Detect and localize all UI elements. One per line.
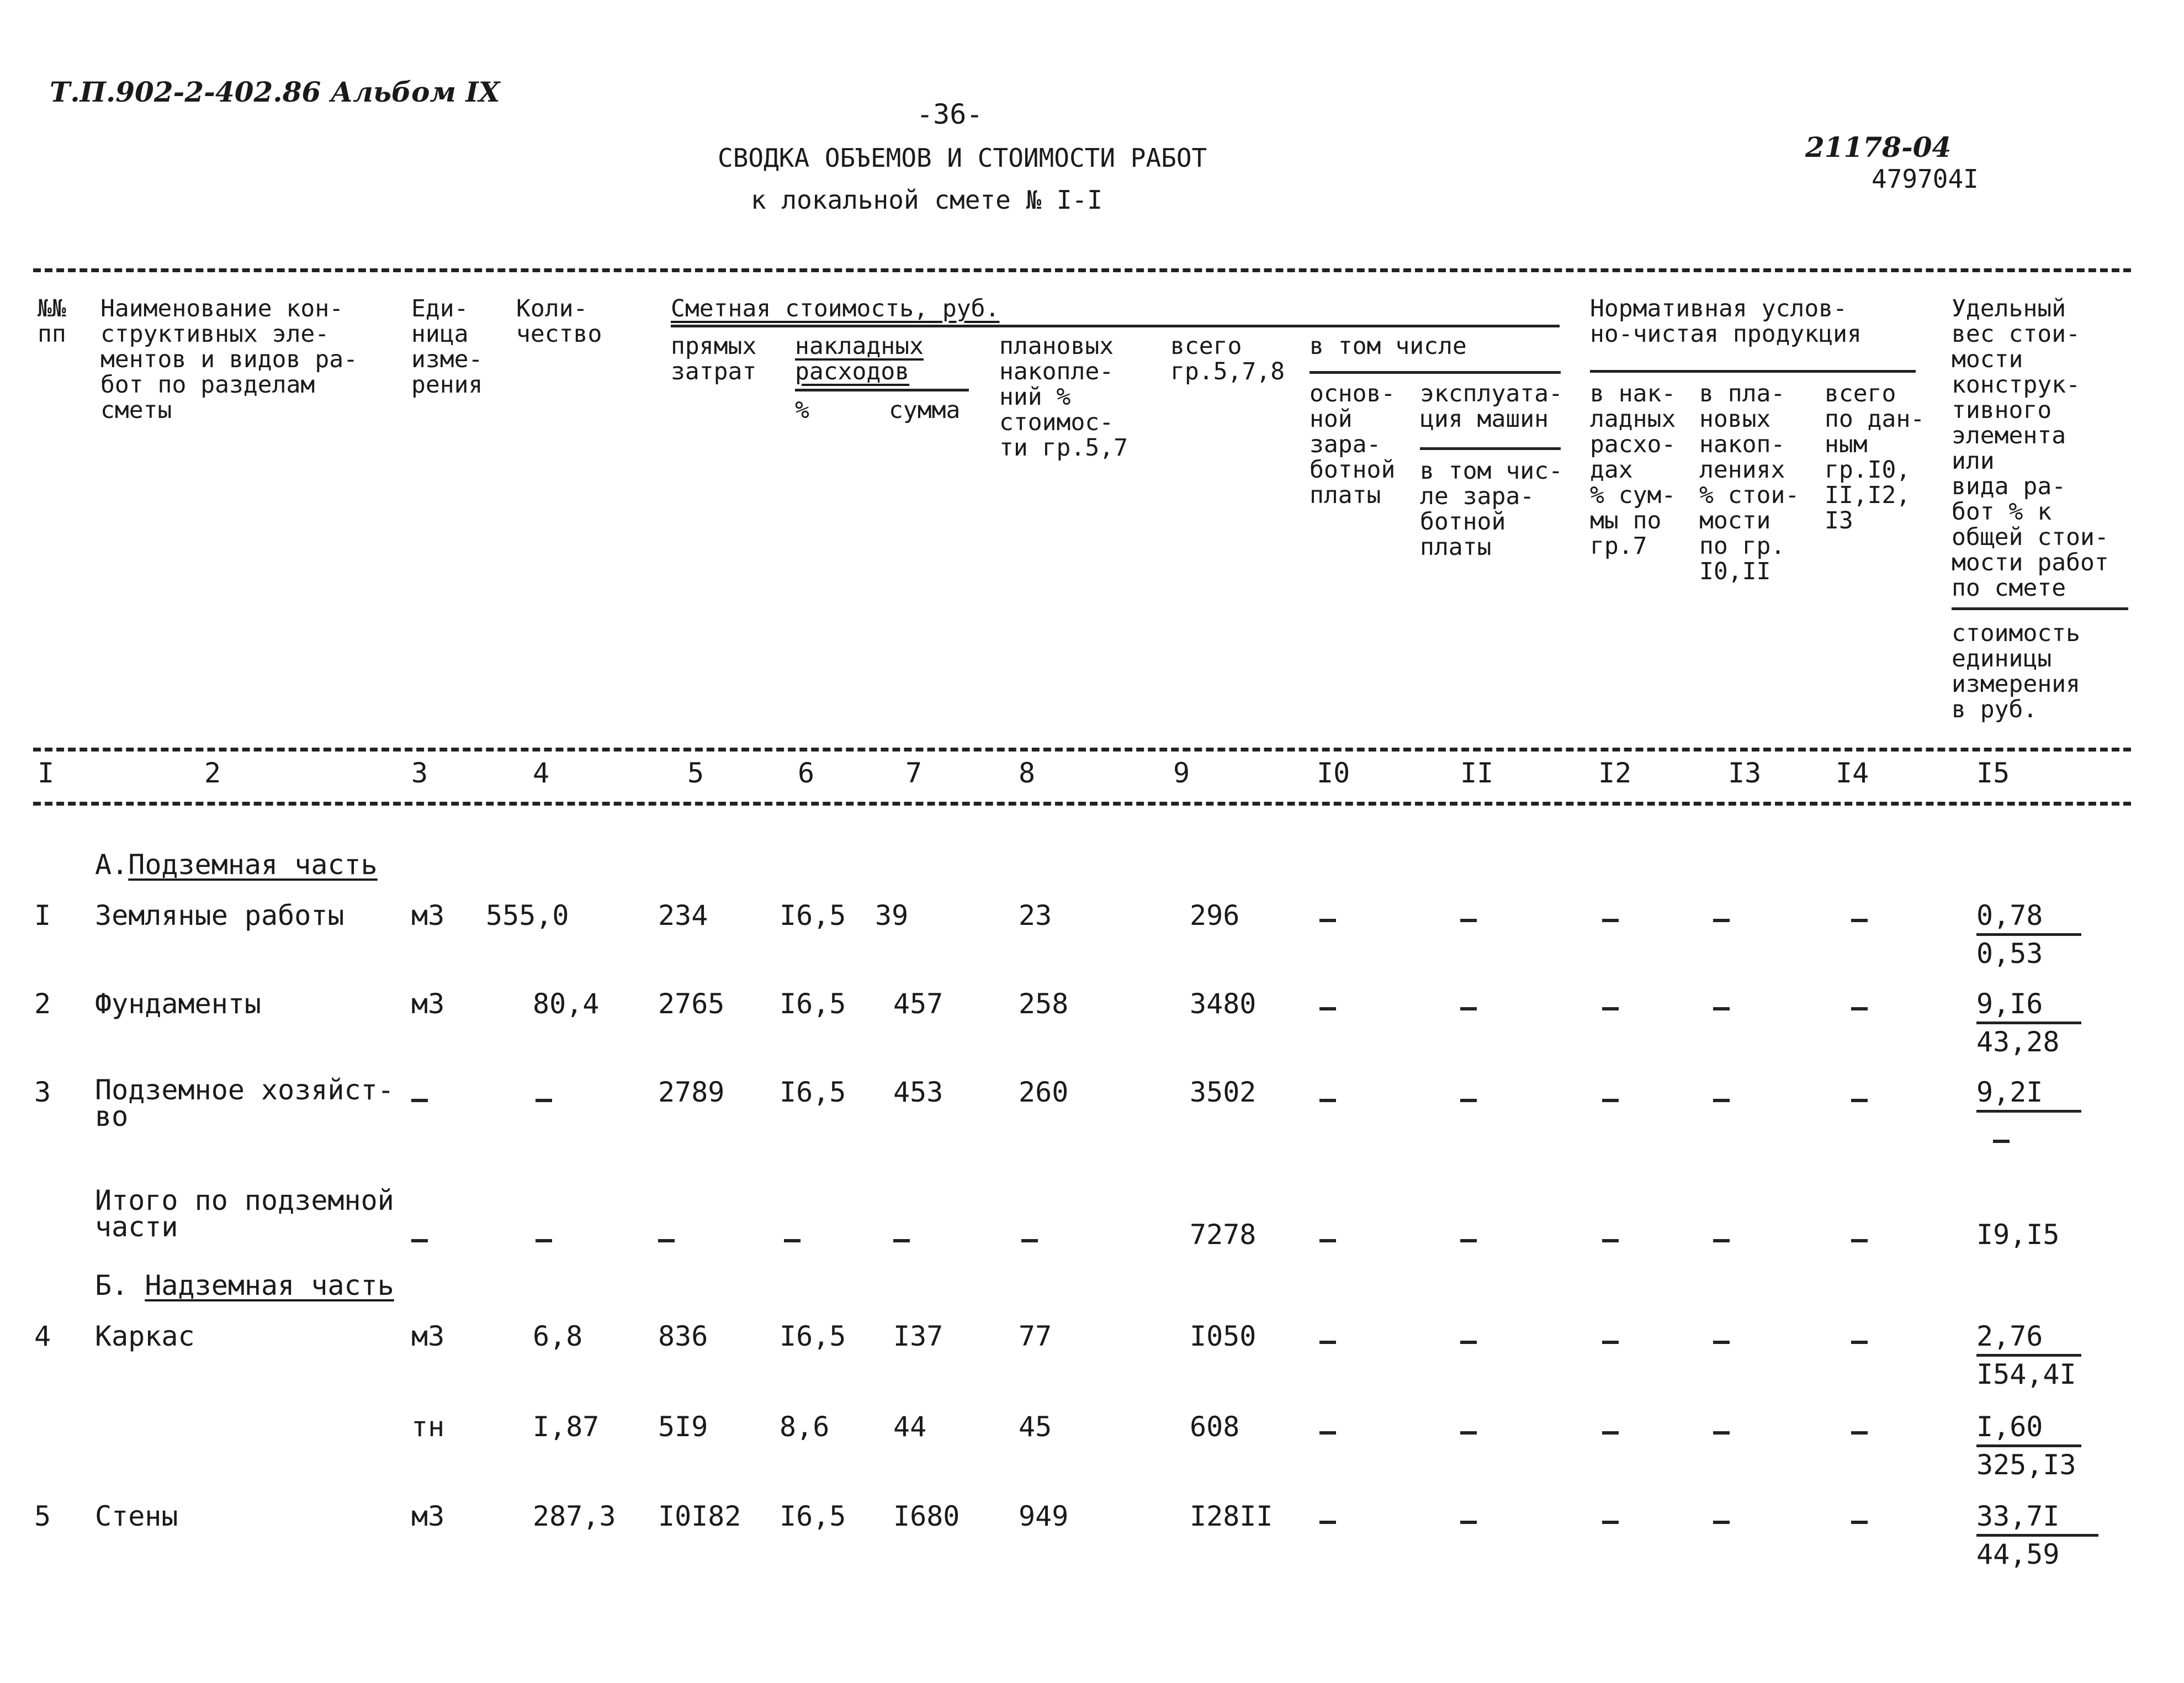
norm-rule	[1590, 370, 1916, 373]
row-2-c10-dash	[1319, 1007, 1336, 1010]
row-4b-plan: 45	[1019, 1411, 1052, 1443]
row-5-c10-dash	[1319, 1521, 1336, 1524]
row-2-pct: I6,5	[780, 988, 846, 1020]
row-1-direct: 234	[658, 899, 708, 932]
row-3-pct: I6,5	[780, 1076, 846, 1108]
row-1-sum: 39	[875, 899, 909, 932]
row-5-plan: 949	[1019, 1500, 1069, 1532]
overhead-group-header: накладных расходов	[795, 332, 924, 385]
row-1-c13-dash	[1713, 919, 1730, 922]
row-2-unit: м3	[411, 988, 445, 1020]
row-2-direct: 2765	[658, 988, 725, 1020]
row-3-direct: 2789	[658, 1076, 725, 1108]
row-3-name: Подземное хозяйст- во	[95, 1074, 394, 1132]
row-4b-sum: 44	[893, 1411, 927, 1443]
row-5-qty: 287,3	[533, 1500, 616, 1532]
numbers-bottom-rule	[33, 802, 2131, 806]
row-3-unit-cost-dash	[1993, 1140, 2010, 1143]
row-1-c10-dash	[1319, 919, 1336, 922]
row-3-total: 3502	[1190, 1076, 1257, 1108]
col-name-header: Наименование кон- структивных эле- ментов и видов ра- бот по разделам сметы	[100, 295, 358, 424]
row-2-num: 2	[34, 988, 51, 1020]
norm-group-header: Нормативная услов- но-чистая продукция	[1590, 295, 1862, 348]
share-rule	[1952, 607, 2128, 610]
row-2-c13-dash	[1713, 1007, 1730, 1010]
colnum-14: I4	[1836, 757, 1869, 789]
row-4-sum: I37	[893, 1320, 943, 1352]
colnum-8: 8	[1019, 757, 1036, 789]
row-3-c13-dash	[1713, 1099, 1730, 1102]
colnum-5: 5	[687, 757, 704, 789]
subtotal-c14-dash	[1851, 1239, 1868, 1242]
row-5-c12-dash	[1602, 1521, 1619, 1524]
col-total-header: всего гр.5,7,8	[1170, 332, 1285, 385]
row-1-name: Земляные работы	[95, 899, 344, 932]
subtotal-total: 7278	[1190, 1219, 1257, 1251]
col-plan-header: плановых накопле- ний % стоимос- ти гр.5,7	[999, 332, 1128, 462]
row-2-share: $\frac{9,I6}{43,28}$	[1976, 986, 2081, 1060]
row-5-pct: I6,5	[780, 1500, 846, 1532]
row-4b-c13-dash	[1713, 1431, 1730, 1435]
row-4-direct: 836	[658, 1320, 708, 1352]
row-4-pct: I6,5	[780, 1320, 846, 1352]
row-2-qty: 80,4	[533, 988, 600, 1020]
subtotal-label: Итого по подземной части	[95, 1184, 394, 1243]
colnum-15: I5	[1976, 757, 2010, 789]
row-3-unit-dash	[411, 1099, 428, 1102]
colnum-2: 2	[204, 757, 221, 789]
row-2-total: 3480	[1190, 988, 1257, 1020]
row-5-c11-dash	[1460, 1521, 1477, 1524]
row-3-num: 3	[34, 1076, 51, 1108]
row-3-sum: 453	[893, 1076, 943, 1108]
colnum-4: 4	[533, 757, 550, 789]
row-4-c14-dash	[1851, 1341, 1868, 1344]
row-2-sum: 457	[893, 988, 943, 1020]
row-5-share: $\frac{33,7I}{44,59}$	[1976, 1499, 2098, 1572]
cost-group-header: Сметная стоимость, руб.	[671, 295, 1000, 322]
subtotal-c10-dash	[1319, 1239, 1336, 1242]
subtotal-c4-dash	[536, 1239, 552, 1242]
subtotal-c3-dash	[411, 1239, 428, 1242]
row-4b-direct: 5I9	[658, 1411, 708, 1443]
row-2-plan: 258	[1019, 988, 1069, 1020]
album-stamp: Т.П.902-2-402.86 Альбом IX	[50, 76, 500, 108]
col-machines-header: эксплуата- ция машин	[1420, 380, 1563, 433]
colnum-6: 6	[798, 757, 815, 789]
col-num-header: №№ пп	[38, 295, 66, 348]
col-norm-overhead-header: в нак- ладных расхо- дах % сум- мы по гр.7	[1590, 380, 1676, 560]
row-2-c12-dash	[1602, 1007, 1619, 1010]
row-1-c12-dash	[1602, 919, 1619, 922]
row-5-name: Стены	[95, 1500, 178, 1532]
row-3-c10-dash	[1319, 1099, 1336, 1102]
row-4b-total: 608	[1190, 1411, 1240, 1443]
row-3-qty-dash	[536, 1099, 552, 1102]
colnum-11: II	[1460, 757, 1494, 789]
row-5-sum: I680	[893, 1500, 960, 1532]
row-3-c14-dash	[1851, 1099, 1868, 1102]
row-4-unit: м3	[411, 1320, 445, 1352]
row-1-pct: I6,5	[780, 899, 846, 932]
col-pct-header: %	[795, 396, 809, 424]
row-5-total: I28II	[1190, 1500, 1273, 1532]
page-subtitle: к локальной смете № I-I	[751, 185, 1102, 215]
subtotal-c8-dash	[1021, 1239, 1038, 1242]
col-share-header: Удельный вес стои- мости конструк- тивного элемента или вида ра- бот % к общей стои- мости работ по смете	[1952, 295, 2109, 602]
col-norm-total-header: всего по дан- ным гр.I0, II,I2, I3	[1825, 380, 1925, 534]
row-1-total: 296	[1190, 899, 1240, 932]
row-2-name: Фундаменты	[95, 988, 262, 1020]
numbers-top-rule	[33, 748, 2131, 751]
col-machines-salary-header: в том чис- ле зара- ботной платы	[1420, 457, 1563, 561]
row-1-num: I	[34, 899, 51, 932]
row-5-c14-dash	[1851, 1521, 1868, 1524]
row-5-c13-dash	[1713, 1521, 1730, 1524]
row-5-num: 5	[34, 1500, 51, 1532]
row-4-c13-dash	[1713, 1341, 1730, 1344]
document-code: 479704I	[1872, 164, 1979, 194]
row-4b-share: $\frac{I,60}{325,I3}$	[1976, 1409, 2081, 1483]
row-1-c14-dash	[1851, 919, 1868, 922]
col-sum-header: сумма	[889, 396, 961, 424]
incl-group-header: в том числе	[1310, 332, 1467, 360]
col-salary-header: основ- ной зара- ботной платы	[1310, 380, 1396, 509]
row-2-c11-dash	[1460, 1007, 1477, 1010]
row-1-share: $\frac{0,78}{0,53}$	[1976, 898, 2081, 971]
col-qty-header: Коли- чество	[516, 295, 602, 348]
row-4-qty: 6,8	[533, 1320, 583, 1352]
row-4b-qty: I,87	[533, 1411, 600, 1443]
row-4b-c10-dash	[1319, 1431, 1336, 1435]
row-4-c11-dash	[1460, 1341, 1477, 1344]
row-3-plan: 260	[1019, 1076, 1069, 1108]
row-4b-pct: 8,6	[780, 1411, 830, 1443]
row-1-c11-dash	[1460, 919, 1477, 922]
row-4-share: $\frac{2,76}{I54,4I}$	[1976, 1319, 2081, 1392]
subtotal-share: I9,I5	[1976, 1219, 2060, 1251]
row-4-c12-dash	[1602, 1341, 1619, 1344]
subtotal-c11-dash	[1460, 1239, 1477, 1242]
overhead-rule	[795, 389, 969, 391]
row-5-unit: м3	[411, 1500, 445, 1532]
section-b-title: Б. Надземная часть	[95, 1269, 394, 1301]
row-4-num: 4	[34, 1320, 51, 1352]
colnum-1: I	[38, 757, 55, 789]
colnum-9: 9	[1173, 757, 1190, 789]
subtotal-c7-dash	[893, 1239, 910, 1242]
incl-rule	[1310, 371, 1561, 374]
subtotal-c12-dash	[1602, 1239, 1619, 1242]
row-3-c12-dash	[1602, 1099, 1619, 1102]
col-norm-plan-header: в пла- новых накоп- лениях % стои- мости по гр. I0,II	[1699, 380, 1800, 585]
row-1-qty: 555,0	[486, 899, 569, 932]
row-1-unit: м3	[411, 899, 445, 932]
row-4b-c14-dash	[1851, 1431, 1868, 1435]
row-3-c11-dash	[1460, 1099, 1477, 1102]
row-4-c10-dash	[1319, 1341, 1336, 1344]
row-4-plan: 77	[1019, 1320, 1052, 1352]
row-1-plan: 23	[1019, 899, 1052, 932]
row-4-total: I050	[1190, 1320, 1257, 1352]
subtotal-c5-dash	[658, 1239, 675, 1242]
subtotal-c13-dash	[1713, 1239, 1730, 1242]
row-2-c14-dash	[1851, 1007, 1868, 1010]
colnum-10: I0	[1317, 757, 1350, 789]
col-unit-cost-header: стоимость единицы измерения в руб.	[1952, 620, 2080, 723]
header-top-rule	[33, 268, 2131, 272]
page-number: -36-	[916, 98, 983, 130]
colnum-12: I2	[1598, 757, 1632, 789]
subtotal-c6-dash	[784, 1239, 801, 1242]
cost-group-rule	[671, 325, 1560, 327]
col-direct-header: прямых затрат	[671, 332, 757, 385]
row-4b-c11-dash	[1460, 1431, 1477, 1435]
machines-rule	[1420, 447, 1561, 450]
colnum-13: I3	[1728, 757, 1762, 789]
colnum-7: 7	[905, 757, 923, 789]
page-title: СВОДКА ОБЪЕМОВ И СТОИМОСТИ РАБОТ	[718, 143, 1207, 173]
colnum-3: 3	[411, 757, 428, 789]
row-4b-unit: тн	[411, 1411, 445, 1443]
col-unit-header: Еди- ница изме- рения	[411, 295, 483, 399]
row-4-name: Каркас	[95, 1320, 195, 1352]
row-3-share: 9,2I	[1976, 1075, 2081, 1113]
row-4b-c12-dash	[1602, 1431, 1619, 1435]
project-stamp: 21178-04	[1805, 131, 1952, 163]
row-5-direct: I0I82	[658, 1500, 741, 1532]
section-a-title: А.Подземная часть	[95, 849, 378, 881]
